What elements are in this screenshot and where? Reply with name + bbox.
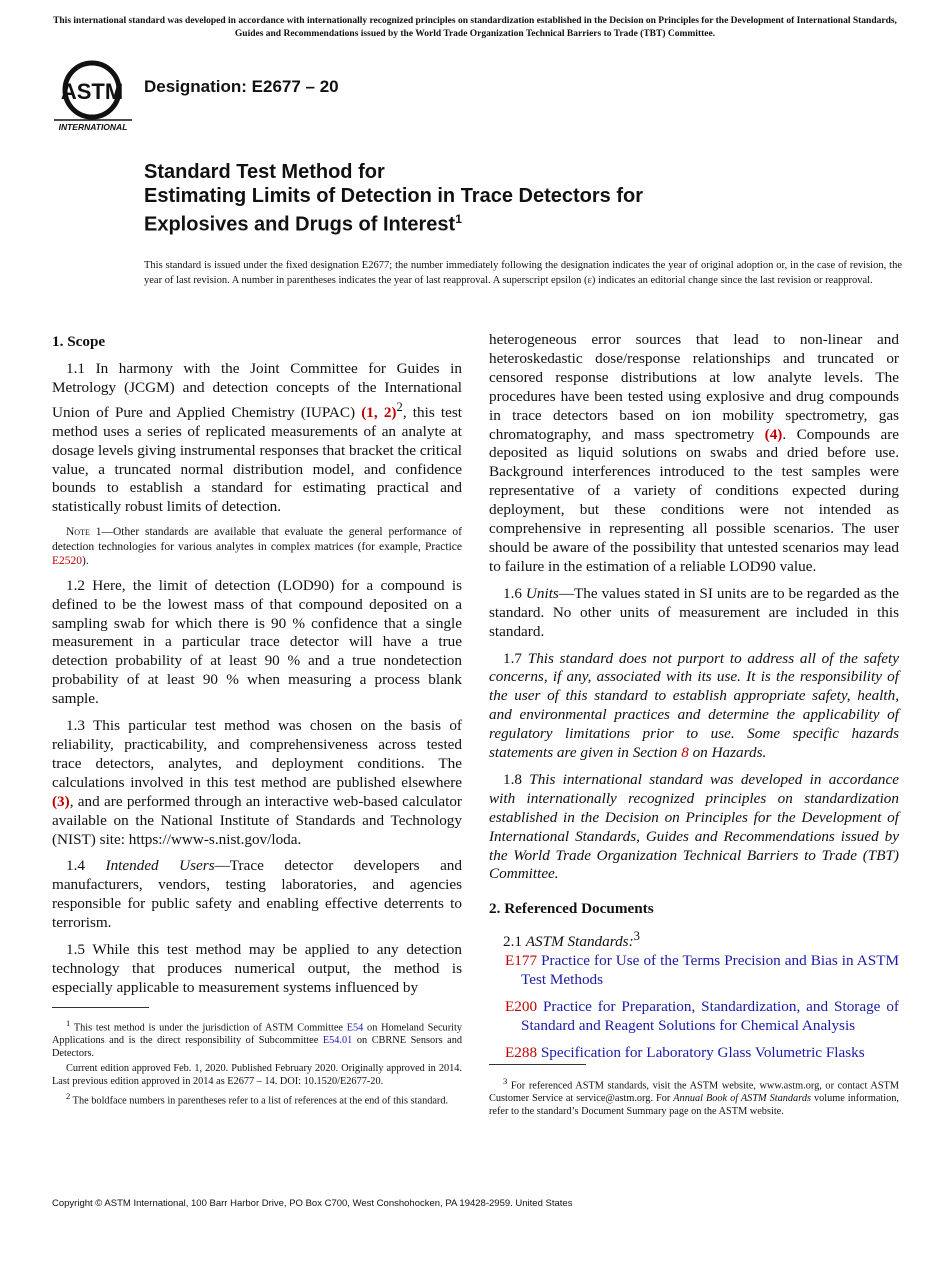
astm-standards-label: 2.1 ASTM Standards:$^3$ [503, 929, 640, 951]
para-1-1: 1.1 In harmony with the Joint Committee for Guides in Metrology (JCGM) and detection concepts of the International Union of Pure and Applied Chemistry (IUPAC) (1, 2)$^2$, this test method uses a series of replicated measurements of an analyte at dosage levels giving instrumental responses that bracket the critical value, a truncated normal distribution model, and confidence bounds to establish a standard for estimating practical and statistically robust limits of detection. [52, 359, 462, 516]
footnote-1-edition: Current edition approved Feb. 1, 2020. Published February 2020. Originally approved in 2014. Last previous edition approved in 2014 as E2677 – 14. DOI: 10.1520/E2677-20. [52, 1063, 462, 1088]
ref-doc-e288[interactable]: E288 Specification for Laboratory Glass Volumetric Flasks [505, 1043, 865, 1061]
para-1-6: 1.6 Units—The values stated in SI units are to be regarded as the standard. No other units of measurement are included in this standard. [489, 584, 900, 640]
footnote-3: $^3$ For referenced ASTM standards, visit the ASTM website, www.astm.org, or contact ASTM Customer Service at service@astm.org. For Annual Book of ASTM Standards volume information, refer to the standard’s Document Summary page on the ASTM website. [489, 1076, 899, 1118]
footnote-1: $^1$ This test method is under the jurisdiction of ASTM Committee E54 on Homeland Security Applications and is the direct responsibility of Subcommittee E54.01 on CBRNE Sensors and Detectors. [52, 1018, 463, 1060]
footnotes-left [52, 1017, 462, 1110]
copyright: Copyright © ASTM International, 100 Barr Harbor Drive, PO Box C700, West Conshohocken, PA 19428-2959. United States [52, 1198, 573, 1209]
issued-note: This standard is issued under the fixed designation E2677; the number immediately following the designation indicates the year of original adoption or, in the case of revision, the year of last revision. A number in parentheses indicates the year of last reapproval. A superscript epsilon (ε) indicates an editorial change since the last revision or reapproval. [144, 260, 902, 286]
title-line-1: Standard Test Method for [144, 161, 385, 183]
scope-heading: 1. Scope [52, 333, 106, 350]
para-1-3: 1.3 This particular test method was chosen on the basis of reliability, practicability, and comprehensiveness across tested trace detectors, analytes, and deployment conditions. The calculations involved in this test method are published elsewhere (3), and are performed through an interactive web-based calculator available on the National Institute of Standards and Technology (NIST) site: https://www-s.nist.gov/loda. [52, 717, 462, 848]
para-1-7: 1.7 This standard does not purport to address all of the safety concerns, if any, associated with its use. It is the responsibility of the user of this standard to establish appropriate safety, health, and environmental practices and determine the applicability of regulatory limitations prior to use. Some specific hazards statements are given in Section 8 on Hazards. [489, 649, 899, 762]
para-1-4: 1.4 Intended Users—Trace detector developers and manufacturers, vendors, testing laboratories, and agencies responsible for public safety and enabling effective deterrents to terrorism. [52, 857, 462, 932]
ref-doc-e200[interactable]: E200 Practice for Preparation, Standardization, and Storage of Standard and Reagent Solutions for Chemical Analysis [505, 998, 899, 1034]
para-1-2: 1.2 Here, the limit of detection (LOD90) for a compound is defined to be the lowest mass of that compound deposited on a sampling swab for which there is 90 % confidence that a single measurement in a particular trace detector will have a true detection probability of at least 90 % and a true nondetection probability of at least 90 % when measuring a process blank sample. [52, 576, 462, 708]
footnote-rule-left [52, 1007, 149, 1008]
referenced-heading: 2. Referenced Documents [489, 900, 654, 918]
link-section-8[interactable]: 8 [681, 744, 689, 762]
ref-link-3[interactable]: (3) [52, 792, 70, 810]
header-disclaimer: This international standard was developed in accordance with internationally recognized principles on standardization established in the Decision on Principles for the Development of International Standards, Guides and Recommendations issued by the World Trade Organization Technical Barriers to Trade (TBT) Committee. [53, 16, 897, 39]
footnote-2: $^2$ The boldface numbers in parentheses refer to a list of references at the end of this standard. [66, 1091, 449, 1107]
para-1-5-cont: heterogeneous error sources that lead to non-linear and heteroskedastic dose/response relationships and truncated or censored response distributions at low analyte levels. The procedures have been tested using explosive and drug compounds in trace detectors based on ion mobility spectrometry, gas chromatography, and mass spectrometry (4). Compounds are deposited as liquid solutions on swabs and dried before use. Background interferences introduced to the test samples were representative of a variety of conditions expected during deployment, but these conditions were not intended as comprehensive in representing all possible scenarios. The user should be aware of the possibility that untested scenarios may lead to failure in the estimation of a reliable LOD90 value. [489, 331, 899, 575]
ref-link-1-2[interactable]: (1, 2) [361, 403, 397, 421]
designation: Designation: E2677 – 20 [144, 77, 339, 96]
link-e2520[interactable]: E2520 [52, 555, 83, 568]
note-1: Note 1—Other standards are available that evaluate the general performance of detection technologies for various analytes in complex matrices (for example, Practice E2520). [52, 526, 462, 568]
title-line-2: Estimating Limits of Detection in Trace Detectors for [144, 184, 643, 207]
ref-link-4[interactable]: (4) [764, 425, 783, 443]
footnote-rule-right [489, 1064, 586, 1065]
title-line-3: Explosives and Drugs of Interest$^1$ [144, 212, 462, 236]
document-title [144, 161, 643, 237]
left-column [52, 333, 462, 1006]
logo-subtext: INTERNATIONAL [58, 122, 128, 132]
right-column [489, 331, 899, 1071]
para-1-5-start: 1.5 While this test method may be applied to any detection technology that produces numerical output, the method is especially applicable to measurement systems influenced by [52, 941, 462, 996]
ref-doc-e177[interactable]: E177 Practice for Use of the Terms Precision and Bias in ASTM Test Methods [505, 952, 900, 989]
para-1-8: 1.8 This international standard was developed in accordance with internationally recognized principles on standardization established in the Decision on Principles for the Development of International Standards, Guides and Recommendations issued by the World Trade Organization Technical Barriers to Trade (TBT) Committee. [489, 770, 900, 883]
link-e54[interactable]: E54 [346, 1022, 364, 1034]
logo-text: ASTM [60, 79, 124, 104]
footnotes-right [489, 1075, 899, 1120]
astm-logo [54, 60, 134, 132]
title-footnote-mark: 1 [455, 212, 462, 226]
link-e54-01[interactable]: E54.01 [322, 1035, 353, 1047]
